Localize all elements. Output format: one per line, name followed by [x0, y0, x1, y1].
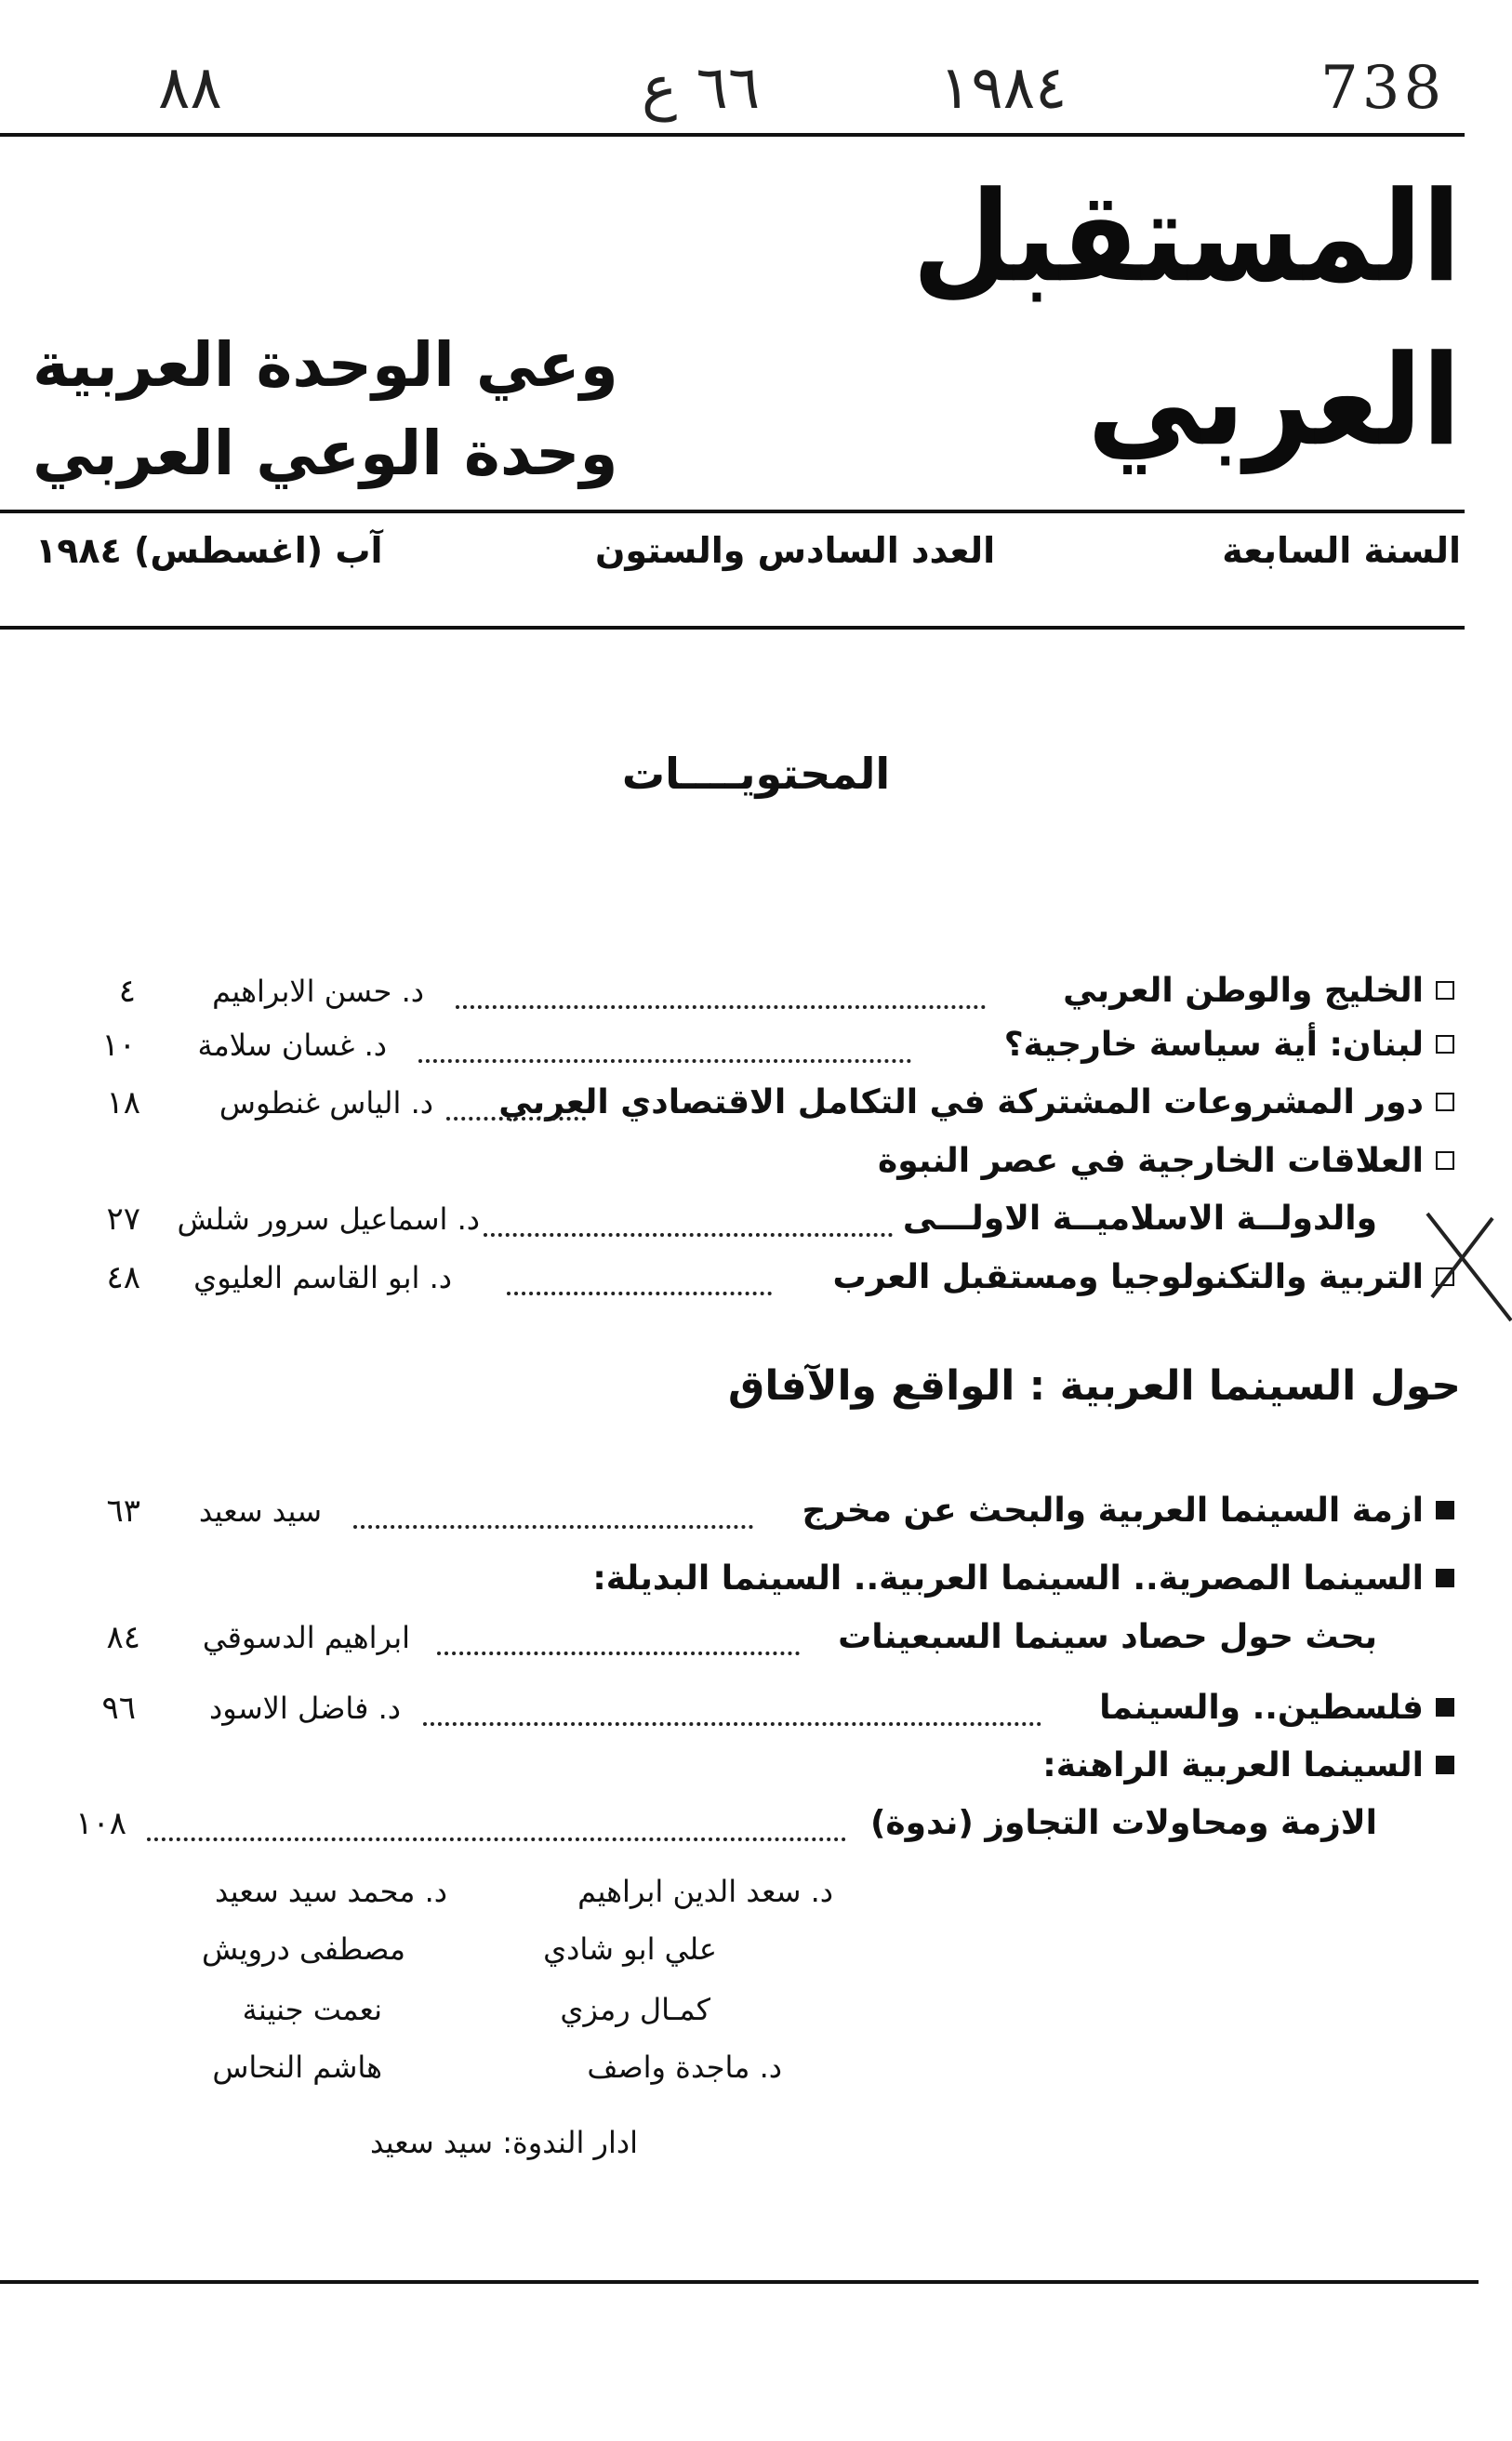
contents-title: المحتويــــات — [621, 749, 891, 799]
section-heading: حول السينما العربية : الواقع والآفاق — [728, 1362, 1461, 1410]
toc-entry — [0, 1074, 1512, 1132]
toc-page: ١٨ — [106, 1084, 140, 1121]
toc-entry-continued — [0, 1609, 1512, 1666]
toc-author: د. حسن الابراهيم — [212, 974, 424, 1009]
magazine-logo: المستقبل العربي — [912, 164, 1461, 474]
toc-page: ٤٨ — [106, 1259, 140, 1296]
toc-page: ٤ — [118, 973, 136, 1010]
panelist: مصطفى درويش — [201, 1931, 405, 1967]
leader-dots — [484, 1190, 893, 1237]
bottom-rule — [0, 2280, 1479, 2284]
toc-title: بحث حول حصاد سينما السبعينات — [838, 1618, 1377, 1656]
toc-entry — [0, 1249, 1512, 1307]
handwritten-issue: ٦٦ ع — [642, 54, 761, 123]
toc-author: د. الياس غنطوس — [219, 1085, 433, 1121]
toc-title: لبنان: أية سياسة خارجية؟ — [1003, 1026, 1424, 1064]
toc-page: ٩٦ — [101, 1690, 136, 1727]
square-bullet-icon — [1436, 1698, 1454, 1717]
header-rule-top — [0, 510, 1465, 513]
toc-page: ٨٤ — [106, 1619, 140, 1656]
panelist: هاشم النحاس — [212, 2050, 382, 2085]
toc-author: سيد سعيد — [198, 1493, 322, 1529]
toc-title: التربية والتكنولوجيا ومستقبل العرب — [832, 1258, 1424, 1296]
toc-title: ازمة السينما العربية والبحث عن مخرج — [802, 1492, 1424, 1530]
panelist: د. ماجدة واصف — [587, 2050, 782, 2085]
leader-dots — [147, 1795, 846, 1841]
checkbox-icon — [1436, 981, 1454, 1000]
volume-year: السنة السابعة — [1222, 530, 1461, 571]
leader-dots — [353, 1482, 753, 1529]
toc-entry — [0, 1550, 1512, 1608]
handwritten-ref: ٨٨ — [158, 54, 222, 123]
leader-dots — [423, 1679, 1041, 1726]
toc-entry — [0, 1016, 1512, 1074]
headline-line-1: وعي الوحدة العربية — [33, 329, 618, 401]
issue-date: آب (اغسطس) ١٩٨٤ — [35, 530, 383, 571]
pen-cross-mark — [1423, 1181, 1512, 1330]
toc-entry — [0, 1679, 1512, 1737]
leader-dots — [418, 1016, 911, 1063]
panelist: كمـال رمزي — [560, 1992, 710, 2027]
toc-entry — [0, 1737, 1512, 1795]
toc-page: ١٠ — [101, 1027, 136, 1064]
panelist: د. سعد الدين ابراهيم — [577, 1874, 833, 1909]
panelist: علي ابو شادي — [543, 1931, 717, 1967]
issue-number: العدد السادس والستون — [595, 530, 996, 571]
toc-title: الخليج والوطن العربي — [1063, 972, 1424, 1010]
toc-entry-continued — [0, 1190, 1512, 1248]
header-rule-bottom — [0, 626, 1465, 630]
square-bullet-icon — [1436, 1501, 1454, 1519]
toc-page: ٢٧ — [106, 1201, 140, 1238]
toc-entry — [0, 962, 1512, 1020]
panelist: د. محمد سيد سعيد — [215, 1874, 447, 1909]
toc-entry — [0, 1482, 1512, 1540]
leader-dots — [437, 1609, 800, 1655]
headline-line-2: وحدة الوعي العربي — [33, 418, 618, 489]
checkbox-icon — [1436, 1035, 1454, 1054]
panelist: نعمت جنينة — [242, 1992, 382, 2027]
toc-title: فلسطين.. والسينما — [1099, 1689, 1424, 1727]
leader-dots — [456, 962, 986, 1009]
toc-author: د. غسان سلامة — [197, 1028, 387, 1063]
square-bullet-icon — [1436, 1756, 1454, 1774]
toc-author: د. فاضل الاسود — [209, 1691, 401, 1726]
toc-author: ابراهيم الدسوقي — [202, 1620, 410, 1655]
square-bullet-icon — [1436, 1569, 1454, 1587]
top-rule — [0, 133, 1465, 137]
toc-title: العلاقات الخارجية في عصر النبوة — [878, 1142, 1424, 1180]
toc-title: والدولــة الاسلاميــة الاولـــى — [902, 1200, 1377, 1238]
toc-title: الازمة ومحاولات التجاوز (ندوة) — [869, 1804, 1377, 1842]
toc-title: دور المشروعات المشتركة في التكامل الاقتصادي العربي — [498, 1083, 1424, 1121]
handwritten-number: 738 — [1320, 54, 1446, 123]
handwritten-year: ١٩٨٤ — [939, 54, 1068, 123]
toc-entry — [0, 1133, 1512, 1190]
toc-page: ١٠٨ — [75, 1805, 126, 1842]
toc-page: ٦٣ — [106, 1492, 140, 1530]
leader-dots — [446, 1074, 586, 1121]
checkbox-icon — [1436, 1151, 1454, 1170]
checkbox-icon — [1436, 1093, 1454, 1111]
leader-dots — [507, 1249, 772, 1295]
toc-title: السينما المصرية.. السينما العربية.. السينما البديلة: — [592, 1559, 1424, 1598]
toc-title: السينما العربية الراهنة: — [1042, 1746, 1424, 1784]
moderator: ادار الندوة: سيد سعيد — [369, 2125, 638, 2160]
toc-author: د. ابو القاسم العليوي — [193, 1260, 452, 1295]
toc-entry-continued — [0, 1795, 1512, 1852]
toc-author: د. اسماعيل سرور شلش — [177, 1201, 480, 1237]
